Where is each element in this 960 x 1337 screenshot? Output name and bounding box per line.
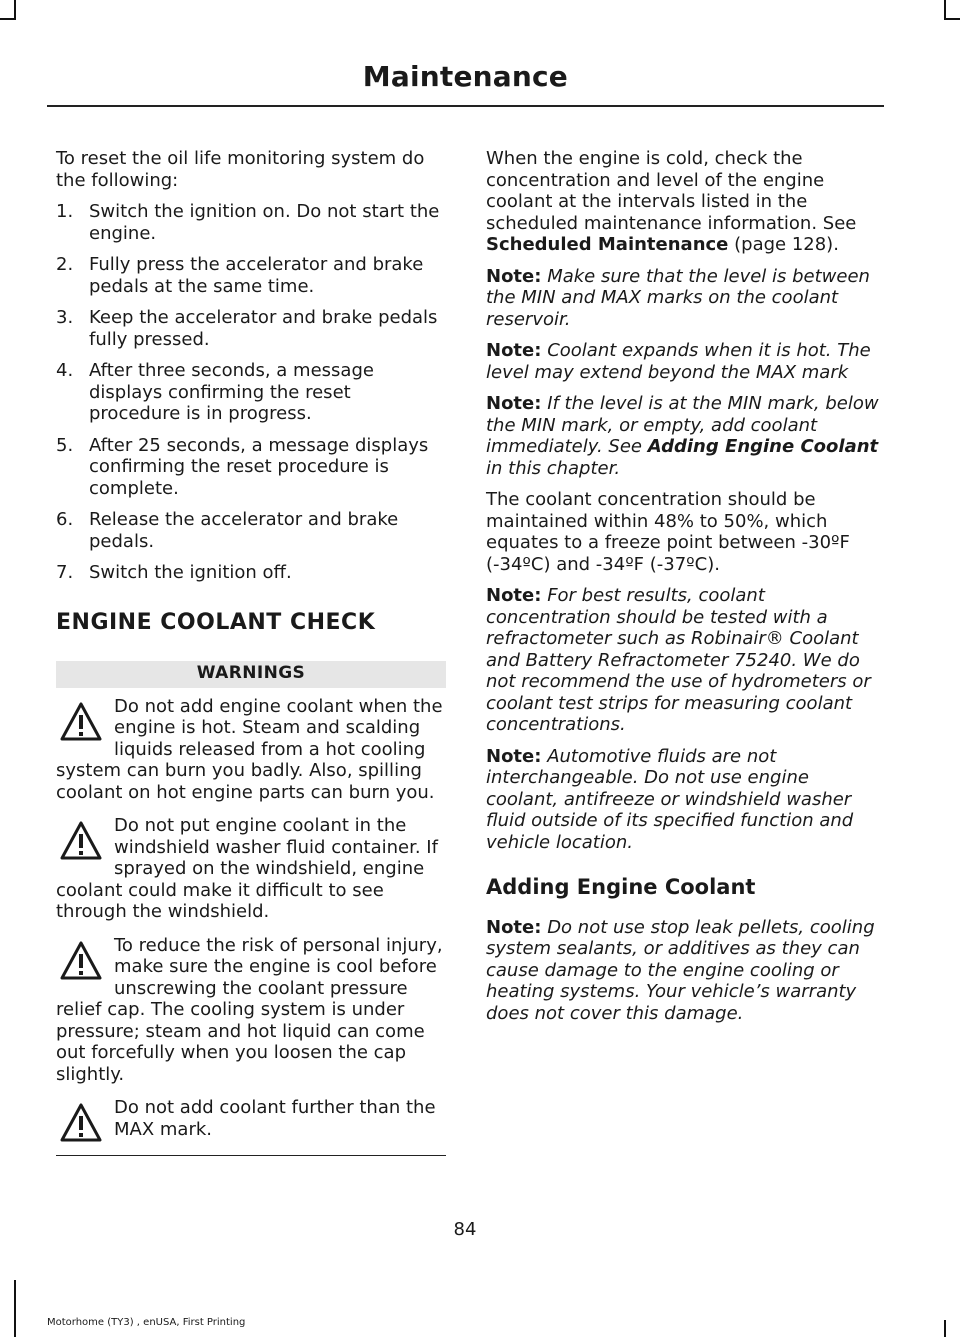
list-item	[56, 562, 446, 584]
step-text: After three seconds, a message displays confirming the reset procedure is in progress.	[89, 360, 374, 424]
note-text: Make sure that the level is between the MIN and MAX marks on the coolant reservoir.	[486, 265, 870, 330]
step-number: 7.	[56, 562, 74, 583]
note-label: Note:	[486, 745, 542, 767]
step-text: After 25 seconds, a message displays confirming the reset procedure is complete.	[89, 434, 429, 499]
step-number: 6.	[56, 509, 74, 530]
note-label: Note:	[486, 265, 542, 287]
paragraph-text: (page 128).	[728, 234, 839, 255]
warning-item	[56, 1097, 446, 1143]
step-number: 5.	[56, 434, 74, 456]
warning-text: Do not add coolant further than the MAX mark.	[114, 1097, 436, 1140]
step-text: Keep the accelerator and brake pedals fully pressed.	[89, 307, 438, 350]
step-text: Switch the ignition on. Do not start the engine.	[89, 201, 440, 244]
list-item	[56, 509, 446, 552]
adding-engine-coolant-link[interactable]: Adding Engine Coolant	[647, 436, 879, 457]
page-title: Maintenance	[362, 60, 568, 93]
list-item	[56, 254, 446, 297]
note-label: Note:	[486, 916, 542, 938]
warning-triangle-icon	[60, 821, 102, 861]
paragraph-text: When the engine is cold, check the concentration and level of the engine coolant at the intervals listed in the scheduled maintenance information. See	[486, 148, 857, 234]
note-text: in this chapter.	[486, 457, 621, 479]
crop-mark	[14, 1280, 16, 1337]
crop-mark	[944, 1320, 946, 1337]
step-text: Release the accelerator and brake pedals.	[89, 509, 399, 552]
list-item	[56, 435, 446, 500]
step-number: 3.	[56, 307, 74, 328]
print-footer: Motorhome (TY3) , enUSA, First Printing	[47, 1317, 246, 1328]
warning-item	[56, 696, 446, 804]
intro-paragraph: To reset the oil life monitoring system do the following:	[56, 148, 425, 191]
step-text: Fully press the accelerator and brake pedals at the same time.	[89, 254, 424, 297]
step-text: Switch the ignition off.	[89, 562, 292, 583]
note-label: Note:	[486, 340, 542, 361]
crop-mark	[944, 18, 960, 20]
page-number: 84	[453, 1219, 477, 1240]
step-number: 1.	[56, 201, 74, 222]
section-heading: ENGINE COOLANT CHECK	[56, 609, 376, 635]
warnings-header: WARNINGS	[56, 661, 446, 688]
step-number: 2.	[56, 254, 74, 275]
concentration-paragraph: The coolant concentration should be maintained within 48% to 50%, which equates to a freeze point between -30ºF (-34ºC) and -34ºF (-37ºC).	[486, 489, 850, 575]
note	[486, 746, 882, 854]
subsection-heading: Adding Engine Coolant	[486, 875, 756, 899]
warning-text: To reduce the risk of personal injury, make sure the engine is cool before unscrewing the coolant pressure relief cap. The cooling system is under pressure; steam and hot liquid can come out forcefully when you loosen the cap slightly.	[56, 934, 443, 1085]
warning-triangle-icon	[60, 702, 102, 742]
note	[486, 266, 882, 331]
warning-triangle-icon	[60, 941, 102, 981]
note-text: Coolant expands when it is hot. The level may extend beyond the MAX mark	[486, 340, 871, 383]
right-column	[486, 148, 882, 1034]
step-number: 4.	[56, 360, 74, 381]
reset-steps-list	[56, 201, 446, 584]
list-item	[56, 201, 446, 244]
note	[486, 393, 882, 479]
note	[486, 585, 882, 736]
note-text: Do not use stop leak pellets, cooling system sealants, or additives as they can cause damage to the engine cooling or heating systems. Your vehicle’s warranty does not cover this damage.	[486, 916, 875, 1024]
note-text: If the level is at the MIN mark, below the MIN mark, or empty, add coolant immediately. See	[486, 393, 879, 457]
coolant-check-paragraph	[486, 148, 882, 256]
list-item	[56, 307, 446, 350]
warning-triangle-icon	[60, 1103, 102, 1143]
note-label: Note:	[486, 393, 542, 414]
list-item	[56, 360, 446, 425]
warning-item	[56, 935, 446, 1086]
note	[486, 340, 882, 383]
crop-mark	[14, 0, 16, 20]
warnings-bottom-rule	[56, 1155, 446, 1156]
warning-text: Do not put engine coolant in the windshield washer fluid container. If sprayed on the windshield, engine coolant could make it difficult to see through the windshield.	[56, 815, 438, 922]
note-label: Note:	[486, 585, 542, 606]
crop-mark	[0, 18, 16, 20]
note	[486, 917, 882, 1025]
left-column	[56, 148, 446, 1156]
crop-mark	[944, 0, 946, 20]
note-text: For best results, coolant concentration should be tested with a refractometer such as Robinair® Coolant and Battery Refractometer 75240. We do not recommend the use of hydrometers or coolant test strips for measuring coolant concentrations.	[486, 585, 871, 735]
warning-item	[56, 815, 446, 923]
header-divider	[47, 105, 884, 107]
scheduled-maintenance-link[interactable]: Scheduled Maintenance	[486, 234, 729, 255]
note-text: Automotive fluids are not interchangeable. Do not use engine coolant, antifreeze or windshield washer fluid outside of its specified function and vehicle location.	[486, 745, 854, 853]
warning-text: Do not add engine coolant when the engine is hot. Steam and scalding liquids released from a hot cooling system can burn you badly. Also, spilling coolant on hot engine parts can burn you.	[56, 695, 443, 803]
